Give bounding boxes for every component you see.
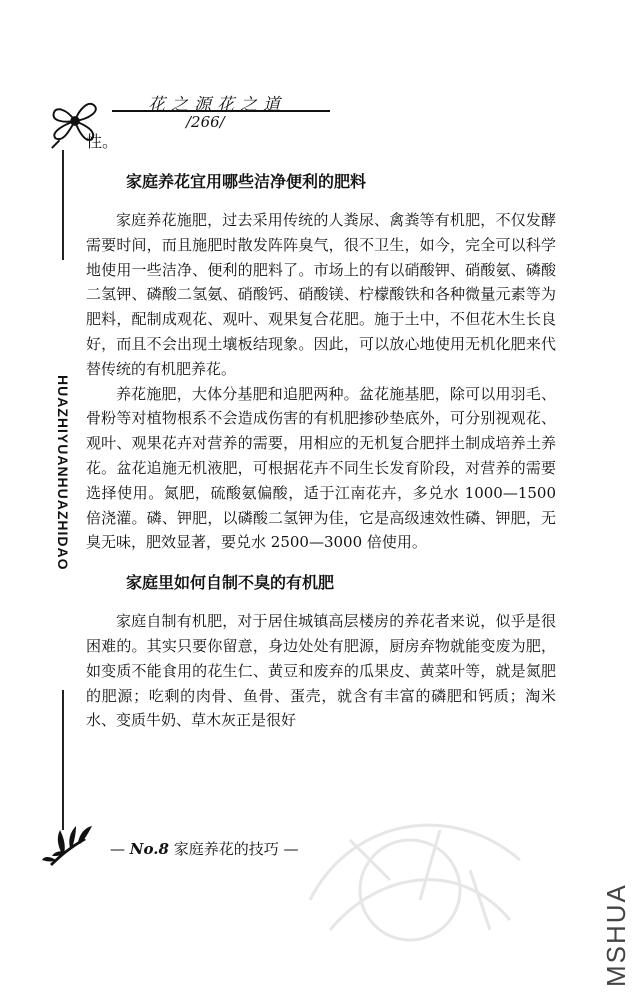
sidebar-rule-top — [62, 150, 64, 260]
chapter-title: 家庭养花的技巧 — [173, 840, 279, 858]
page-body — [86, 130, 556, 733]
section-heading: 家庭里如何自制不臭的有机肥 — [126, 573, 335, 593]
sidebar-vertical-title: HUAZHIYUANHUAZHIDAO — [55, 375, 71, 571]
paragraph: 养花施肥，大体分基肥和追肥两种。盆花施基肥，除可以用羽毛、骨粉等对植物根系不会造成伤害的有机肥掺砂垫底外，可分别视观花、观叶、观果花卉对营养的需要，用相应的无机复合肥拌土制成培养土养花。盆花追施无机液肥，可根据花卉不同生长发育阶段，对营养的需要选择使用。氮肥，硫酸氨偏酸，适于江南花卉，多兑水 1000—1500 倍浇灌。磷、钾肥，以磷酸二氢钾为佳，它是高级速效性磷、钾肥，无臭无味，肥效显著，要兑水 2500—3000 倍使用。 — [86, 384, 556, 552]
section-heading: 家庭养花宜用哪些洁净便利的肥料 — [126, 172, 367, 191]
watermark-seal — [290, 780, 540, 980]
running-footer — [110, 838, 298, 859]
brand-mark: MSHUA — [601, 883, 631, 987]
sidebar-rule-bottom — [62, 690, 64, 830]
running-header-title: 花之源花之道 — [148, 95, 286, 115]
header-rule — [112, 110, 330, 112]
continuation-text: 性。 — [86, 132, 119, 151]
footer-dash: — — [283, 840, 299, 858]
paragraph: 家庭养花施肥，过去采用传统的人粪尿、禽粪等有机肥，不仅发酵需要时间，而且施肥时散发阵阵臭气，很不卫生，如今，完全可以科学地使用一些洁净、便利的肥料了。市场上的有以硝酸钾、硝酸氨、磷酸二氢钾、磷酸二氢氨、硝酸钙、硝酸镁、柠檬酸铁和各种微量元素等为肥料，配制成观花、观叶、观果复合花肥。施于土中，不但花木生长良好，而且不会出现土壤板结现象。因此，可以放心地使用无机化肥来代替传统的有机肥养花。 — [86, 211, 556, 378]
footer-dash: — — [110, 840, 125, 858]
chapter-number: No.8 — [129, 840, 169, 858]
page-number: /266/ — [186, 113, 225, 131]
paragraph: 家庭自制有机肥，对于居住城镇高层楼房的养花者来说，似乎是很困难的。其实只要你留意，身边处处有肥源，厨房弃物就能变废为肥，如变质不能食用的花生仁、黄豆和废弃的瓜果皮、黄菜叶等，就是氮肥的肥源；吃剩的肉骨、鱼骨、蛋壳，就含有丰富的磷肥和钙质；淘米水、变质牛奶、草木灰正是很好 — [86, 612, 556, 730]
leaf-sprig-ornament-icon — [40, 820, 120, 868]
